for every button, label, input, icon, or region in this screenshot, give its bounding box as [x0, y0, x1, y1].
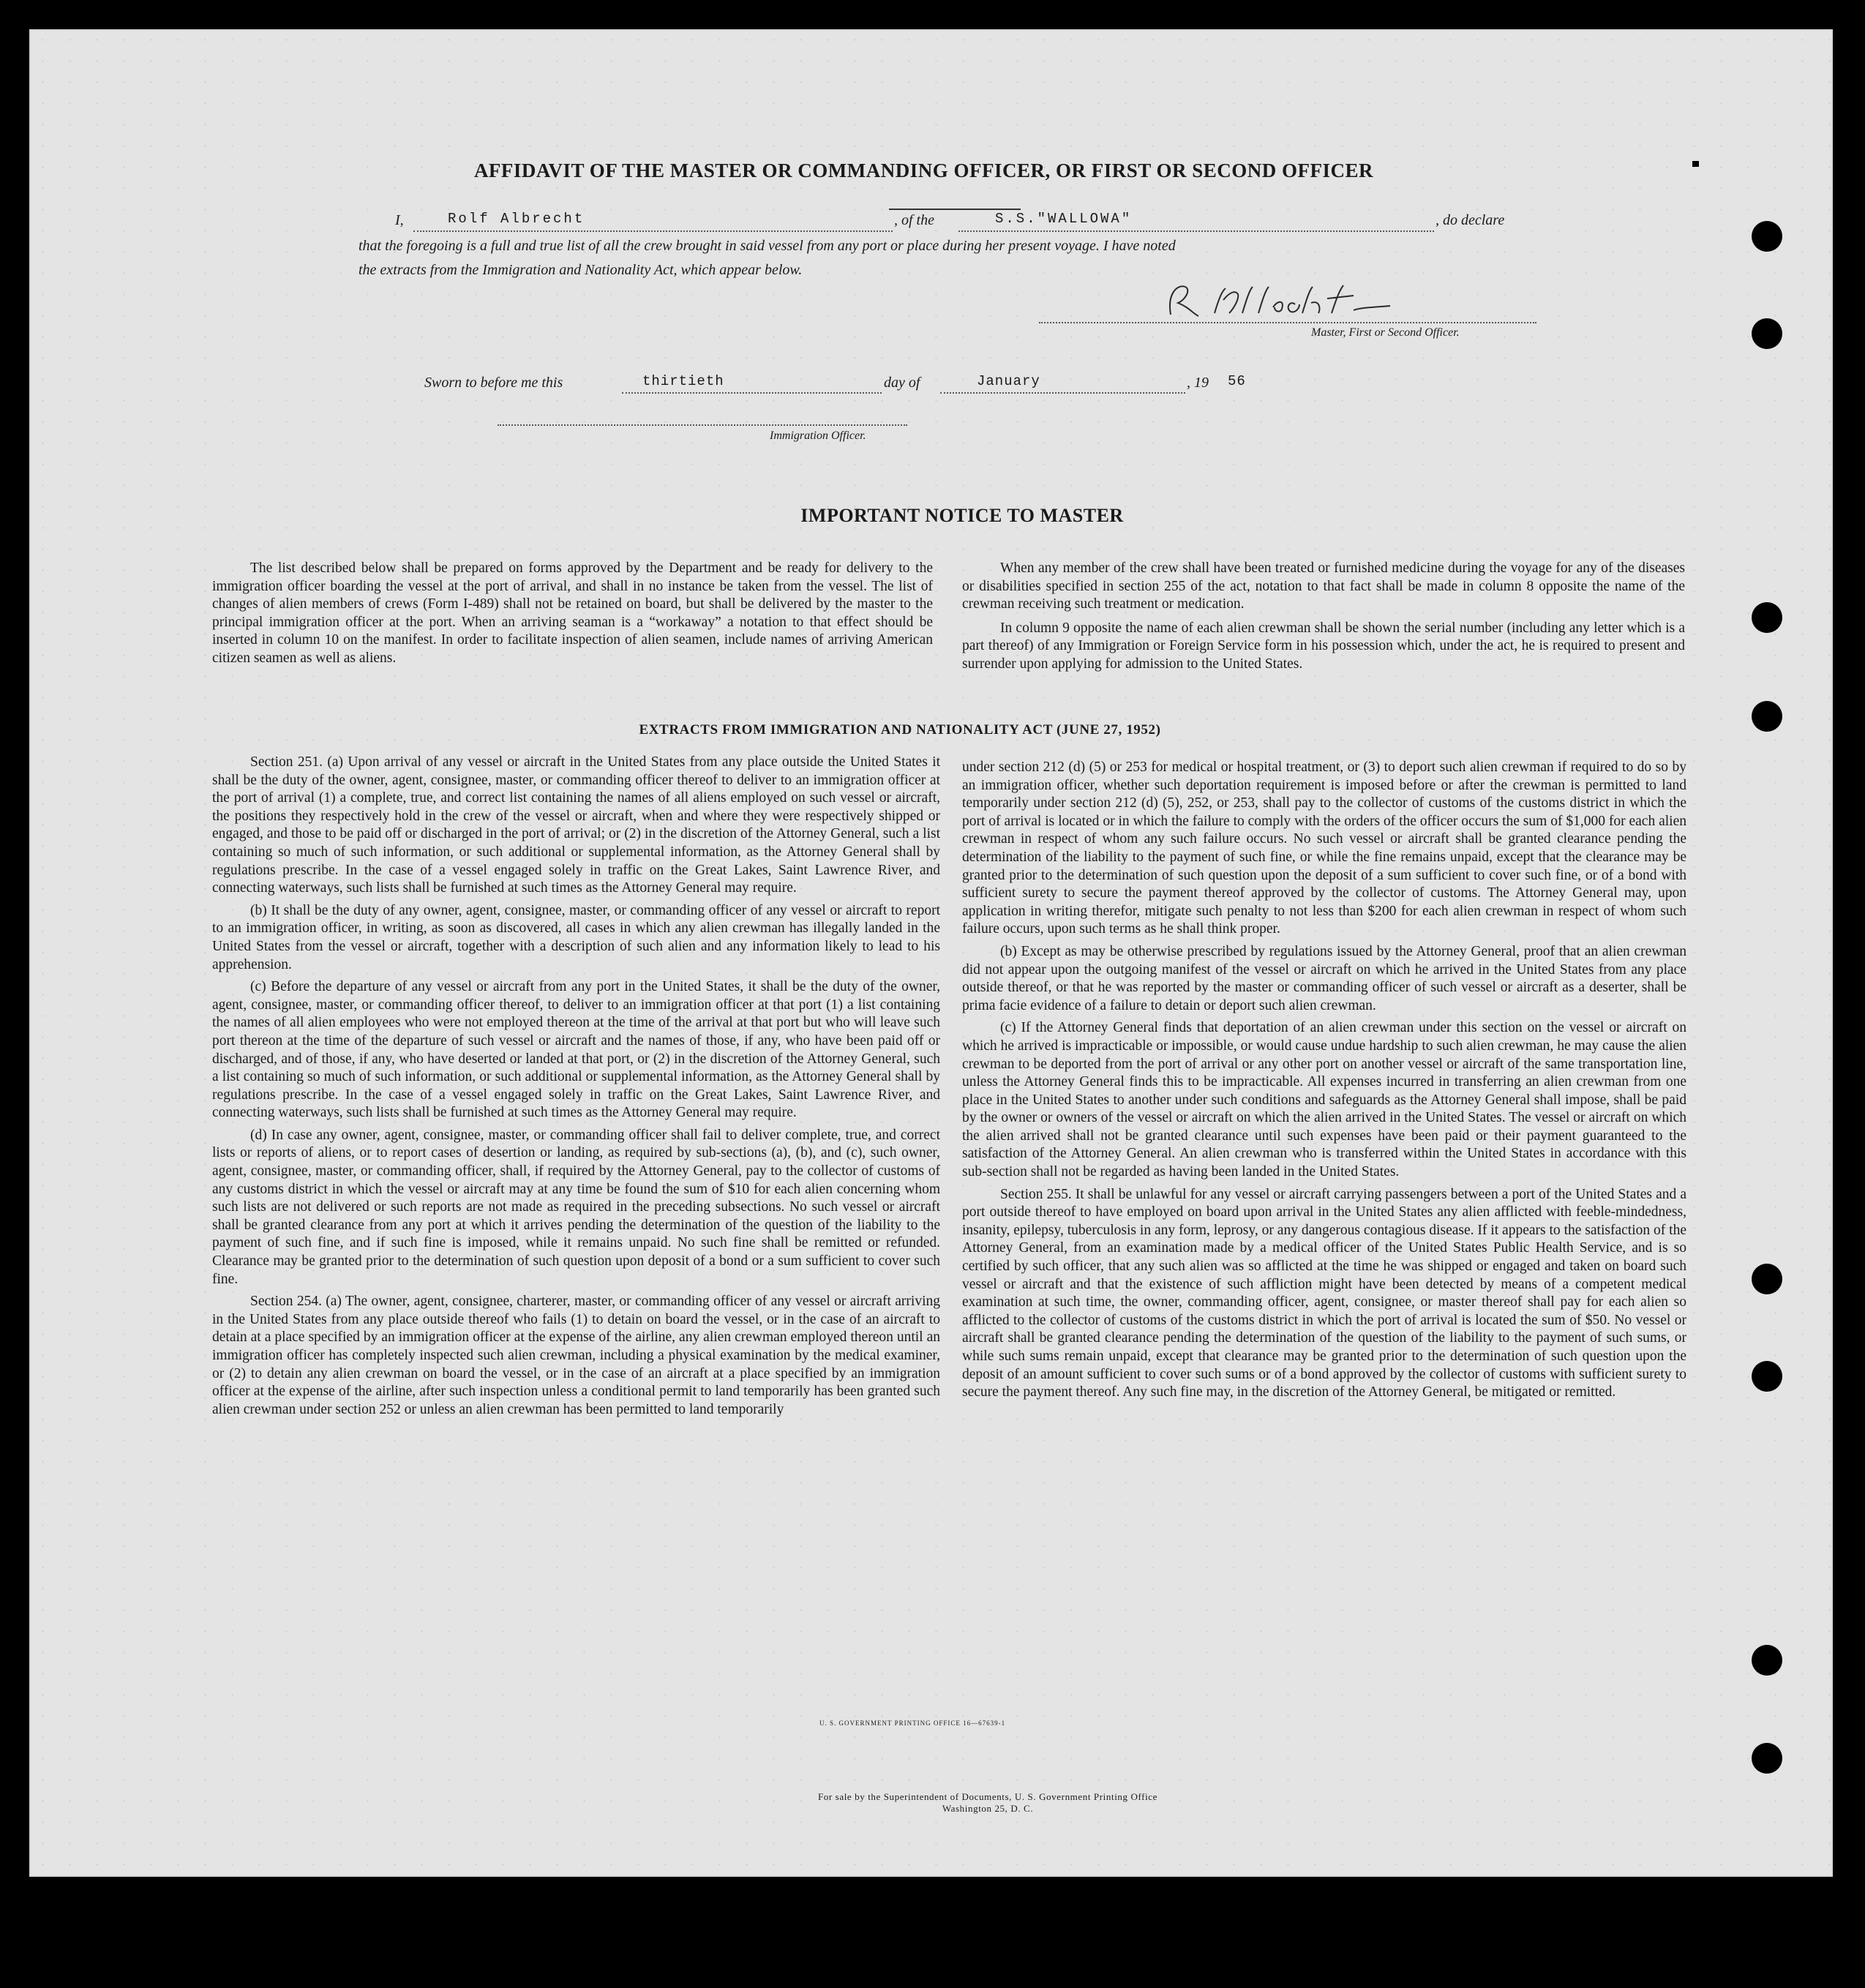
section-251-b: (b) It shall be the duty of any owner, agent, consignee, master, or commanding officer of any vessel or aircraft to report to an immigration officer, in writing, as soon as discovered, all cases in which any alien crewman has illegally landed in the United States from the vessel or aircraft, together with a description of such alien and any information likely to lead to his apprehension.	[212, 902, 940, 972]
section-251-a: Section 251. (a) Upon arrival of any vessel or aircraft in the United States from any place outside the United States it shall be the duty of the owner, agent, consignee, master, or commanding officer thereof to deliver to an immigration officer at the port of arrival (1) a complete, true, and correct list containing the names of all aliens employed on such vessel or aircraft, the positions they respectively hold in the crew of the vessel or aircraft, when and where they were respectively shipped or engaged, and those to be paid off or discharged in the port of arrival; or (2) in the discretion of the Attorney General, such a list containing so much of such information, or such additional or supplemental information, as the Attorney General shall by regulations prescribe. In the case of a vessel engaged solely in traffic on the Great Lakes, Saint Lawrence River, and connecting waterways, such lists shall be furnished at such times as the Attorney General may require.	[212, 754, 940, 896]
form-page	[29, 29, 1833, 1877]
punch-hole-3	[1752, 602, 1782, 633]
section-254-a: Section 254. (a) The owner, agent, consignee, charterer, master, or commanding officer of any vessel or aircraft arriving in the United States from any place outside thereof who fails (1) to detain on board the vessel, or in the case of an aircraft to detain at a place specified by an immigration officer at the expense of the airline, any alien crewman employed thereon until an immigration officer has completely inspected such alien crewman, including a physical examination by the medical examiner, or (2) to detain any alien crewman on board the vessel, or in the case of an aircraft at a place specified by an immigration officer at the expense of the airline, after such inspection unless a conditional permit to land temporarily has been granted such alien crewman under section 252 or unless an alien crewman has been permitted to land temporarily	[212, 1294, 940, 1417]
declaration-line-2: the extracts from the Immigration and Nationality Act, which appear below.	[359, 262, 803, 278]
punch-hole-5	[1752, 1264, 1782, 1294]
punch-hole-1	[1752, 221, 1782, 252]
section-254-a-continued: under section 212 (d) (5) or 253 for medical or hospital treatment, or (3) to deport such alien crewman if required to do so by an immigration officer, whether such deportation requirement is imposed before or after the crewman is permitted to land temporarily under section 212 (d) (5), 252, or 253, shall pay to the collector of customs of the customs district in which the port of arrival is located or in which the failure to comply with the orders of the officer occurs the sum of $1,000 for each alien crewman in respect of whom any such failure occurs. No such vessel or aircraft shall be granted clearance pending the determination of the liability to the payment of such fine, or while the fine remains unpaid, except that the clearance may be granted prior to the determination of such question upon the deposit of a sum sufficient to cover such fine, or of a bond with sufficient surety to secure the payment thereof approved by the collector of customs. The Attorney General may, upon application in writing therefor, mitigate such penalty to not less than $200 for each alien crewman in respect of whom such failure occurs, upon such terms as he shall think proper.	[962, 759, 1686, 937]
do-declare-label: , do declare	[1436, 212, 1505, 228]
sworn-day-field[interactable]: thirtieth	[642, 373, 724, 389]
section-254-b: (b) Except as may be otherwise prescribed by regulations issued by the Attorney General, proof that an alien crewman did not appear upon the outgoing manifest of the vessel or aircraft on which he arrived in the United States from any place outside thereof, or that he was reported by the master or commanding officer of such vessel or aircraft as a deserter, shall be prima facie evidence of a failure to detain or deport such alien crewman.	[962, 943, 1686, 1013]
section-251-d: (d) In case any owner, agent, consignee, master, or commanding officer shall fail to deliver complete, true, and correct lists or reports of aliens, or to report cases of desertion or landing, as required by sub-sections (a), (b), and (c), such owner, agent, consignee, master, or commanding officer, shall, if required by the Attorney General, pay to the collector of customs of any customs district in which the vessel or aircraft may at any time be found the sum of $10 for each alien concerning whom such lists are not delivered or such reports are not made as required in the preceding subsections. No such vessel or aircraft shall be granted clearance from any port at which it arrives pending the determination of the question of the liability to the payment of such fine, and if such fine is imposed, while it remains unpaid. No such fine shall be remitted or refunded. Clearance may be granted prior to the determination of such question upon deposit of a bond or a sum sufficient to cover such fine.	[212, 1127, 940, 1287]
notice-left-paragraph: The list described below shall be prepared on forms approved by the Department and be ready for delivery to the immigration officer boarding the vessel at the port of arrival, and shall in no instance be taken from the vessel. The list of changes of alien members of crews (Form I-489) shall not be retained on board, but shall be delivered by the master to the principal immigration officer at the port. When an arriving seaman is a “workaway” a notation to that effect should be inserted in column 10 on the manifest. In order to facilitate inspection of alien seamen, include names of arriving American citizen seamen as well as aliens.	[212, 560, 933, 666]
section-254-c: (c) If the Attorney General finds that deportation of an alien crewman under this section on the vessel or aircraft on which he arrived is impracticable or impossible, or would cause undue hardship to such alien crewman, he may cause the alien crewman to be deported from the port of arrival or any other port on another vessel or aircraft of the same transportation line, unless the Attorney General finds this to be impracticable. All expenses incurred in transferring an alien crewman from one place in the United States to another under such conditions and safeguards as the Attorney General shall impose, shall be paid by the owner or owners of the vessel or aircraft on which the alien arrived in the United States. The vessel or aircraft on which the alien arrived shall not be granted clearance until such expenses have been paid or their payment guaranteed to the satisfaction of the Attorney General. An alien crewman who is transferred within the United States in accordance with this sub-section shall not be regarded as having been landed in the United States.	[962, 1020, 1686, 1180]
day-of-label: day of	[884, 375, 920, 391]
punch-hole-2	[1752, 318, 1782, 349]
sworn-day-line	[622, 392, 882, 394]
sworn-month-field[interactable]: January	[977, 373, 1040, 389]
sworn-label: Sworn to before me this	[424, 375, 563, 391]
year-prefix: , 19	[1187, 375, 1209, 391]
master-name-line	[413, 230, 893, 232]
immigration-officer-line	[498, 424, 907, 426]
notice-right-column	[962, 560, 1685, 678]
sworn-year-field[interactable]: 56	[1228, 373, 1246, 389]
immigration-officer-label: Immigration Officer.	[770, 430, 866, 442]
of-the-label: , of the	[894, 212, 934, 228]
punch-hole-8	[1752, 1743, 1782, 1774]
notice-right-paragraph-1: When any member of the crew shall have been treated or furnished medicine during the voyage for any of the diseases or disabilities specified in section 255 of the act, notation to that fact shall be made in column 8 opposite the name of the crewman receiving such treatment or medication.	[962, 560, 1685, 612]
notice-right-paragraph-2: In column 9 opposite the name of each alien crewman shall be shown the serial number (including any letter which is a part thereof) of any Immigration or Foreign Service form in his possession which, under the act, he is required to present and surrender upon applying for admission to the United States.	[962, 620, 1685, 672]
title-divider	[889, 209, 1021, 210]
notice-title: IMPORTANT NOTICE TO MASTER	[800, 505, 1124, 526]
footer-line-2: Washington 25, D. C.	[942, 1803, 1034, 1814]
vessel-name-line	[958, 230, 1434, 232]
punch-hole-4	[1752, 701, 1782, 732]
extracts-title: EXTRACTS FROM IMMIGRATION AND NATIONALITY ACT (JUNE 27, 1952)	[639, 722, 1161, 738]
affidavit-title: AFFIDAVIT OF THE MASTER OR COMMANDING OFFICER, OR FIRST OR SECOND OFFICER	[473, 160, 1374, 181]
signature-label: Master, First or Second Officer.	[1311, 326, 1460, 339]
section-255: Section 255. It shall be unlawful for any vessel or aircraft carrying passengers between a port of the United States and a port outside thereof to have employed on board upon arrival in the United States any alien afflicted with feeble-mindedness, insanity, epilepsy, tuberculosis in any form, leprosy, or any dangerous contagious disease. If it appears to the satisfaction of the Attorney General, from an examination made by a medical officer of the United States Public Health Service, and is so certified by such officer, that any such alien was so afflicted at the time he was shipped or engaged and taken on board such vessel or aircraft and that the existence of such affliction might have been detected by means of a competent medical examination at such time, the owner, commanding officer, agent, consignee, or master thereof shall pay for each alien so afflicted to the collector of customs of the customs district in which the port of arrival is located the sum of $50. No vessel or aircraft shall be granted clearance pending the determination of the question of the liability to the payment of such sums, or while such sums remain unpaid, except that clearance may be granted prior to the determination of such question upon the deposit of an amount sufficient to cover such sums or of a bond approved by the collector of customs with sufficient surety to secure the payment thereof. Any such fine may, in the discretion of the Attorney General, be mitigated or remitted.	[962, 1186, 1686, 1400]
sworn-month-line	[940, 392, 1185, 394]
master-name-field[interactable]: Rolf Albrecht	[448, 211, 585, 227]
footer-line-1: For sale by the Superintendent of Documents, U. S. Government Printing Office	[817, 1791, 1158, 1802]
sales-footer	[673, 1791, 1302, 1815]
vessel-name-field[interactable]: S.S."WALLOWA"	[995, 211, 1133, 227]
declaration-line-1: that the foregoing is a full and true list of all the crew brought in said vessel from any port or place during her present voyage. I have noted	[359, 238, 1176, 254]
punch-hole-7	[1752, 1645, 1782, 1676]
section-251-c: (c) Before the departure of any vessel or aircraft from any port in the United States, it shall be the duty of the owner, agent, consignee, master, or commanding officer thereof, to deliver to an immigration officer at that port (1) a list containing the names of all alien employees who were not employed thereon at the time of the arrival at that port but who will leave such port thereon at the time of the departure of such vessel or aircraft and the names of those, if any, who have been paid off or discharged, and of those, if any, who have deserted or landed at that port, or (2) in the discretion of the Attorney General, such a list containing so much of such information, or such additional or supplemental information, as the Attorney General shall by regulations prescribe. In the case of a vessel engaged solely in traffic on the Great Lakes, Saint Lawrence River, and connecting waterways, such lists shall be furnished at such times as the Attorney General may require.	[212, 979, 940, 1121]
punch-hole-6	[1752, 1361, 1782, 1392]
signature-line	[1039, 322, 1536, 323]
master-signature	[1156, 278, 1397, 322]
i-label: I,	[395, 212, 404, 228]
edge-mark	[1692, 161, 1699, 167]
gpo-imprint: U. S. GOVERNMENT PRINTING OFFICE 16—67639-1	[819, 1719, 1006, 1727]
extracts-left-column	[212, 754, 940, 1423]
notice-left-column	[212, 560, 933, 672]
extracts-right-column	[962, 759, 1686, 1406]
